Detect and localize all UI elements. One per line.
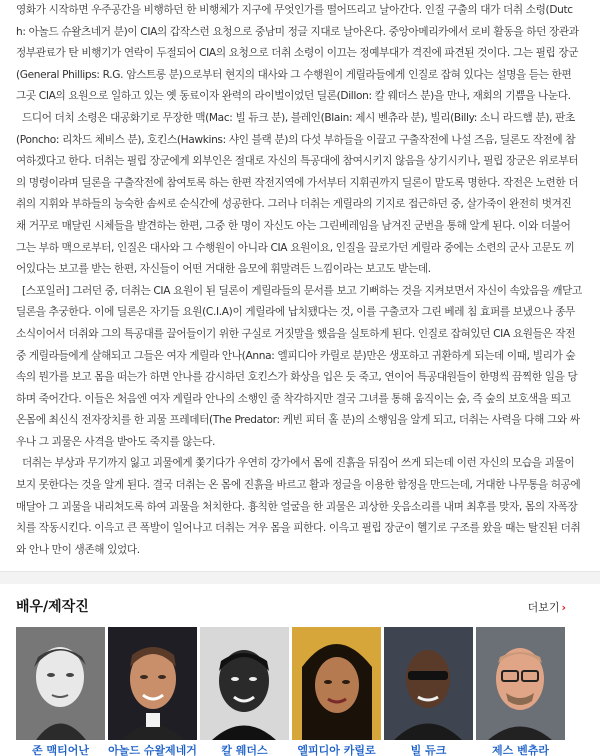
person-name[interactable]: 칼 웨더스 <box>221 744 268 756</box>
more-link-label: 더보기 <box>527 601 560 614</box>
cast-item[interactable] <box>108 627 197 756</box>
section-divider <box>0 571 600 584</box>
cast-item[interactable] <box>384 627 473 756</box>
person-name[interactable]: 빌 듀크 <box>410 744 447 756</box>
person-name[interactable]: 제스 벤츄라 <box>492 744 549 756</box>
person-name[interactable]: 존 맥티어난 <box>32 744 89 756</box>
synopsis-paragraph: 영화가 시작하면 우주공간을 비행하던 한 비행체가 지구에 무엇인가를 떨어뜨리고 날아간다. 인질 구출의 대가 더취 소령(Dutch: 아놀드 슈왈츠네거 분)이 CIA의 갑작스런 요청으로 중남미 정글 지대로 날아온다. 중앙아메리카에서 로비 활동을 하던 장관과 정부관료가 탄 비행기가 연락이 두절되어 CIA의 요청으로 더취 소령이 이끄는 정예부대가 격진에 파견된 것이다. 그는 필립 장군(General Phillips: R.G. 암스트롱 분)으로부터 현지의 대사와 그 수행원이 게릴라들에게 인질로 잡혀 있다는 설명을 듣는 한편 그곳 CIA의 요원으로 일하고 있는 옛 동료이자 완력의 라이벌이었던 딜론(Dillon: 칼 웨더스 분)을 만나, 재회의 기쁨을 나눈다. <box>16 4 579 103</box>
person-photo[interactable] <box>384 627 473 740</box>
person-photo[interactable] <box>108 627 197 740</box>
person-photo[interactable] <box>200 627 289 740</box>
cast-item[interactable] <box>16 627 105 756</box>
more-link[interactable] <box>528 599 566 615</box>
person-photo[interactable] <box>292 627 381 740</box>
person-photo[interactable] <box>476 627 565 740</box>
synopsis-text <box>16 0 582 561</box>
person-photo[interactable] <box>16 627 105 740</box>
synopsis-paragraph: 더취는 부상과 무기까지 잃고 괴물에게 쫓기다가 우연히 강가에서 몸에 진흙을 뒤집어 쓰게 되는데 이런 자신의 모습을 괴물이 보지 못한다는 것을 알게 된다. 결국 더취는 온 몸에 진흙을 바르고 활과 정글을 이용한 함정을 만드는데, 거대한 나무통을 허공에 매달아 그 괴물을 내리쳐도록 하여 괴물을 처치한다. 흉칙한 얼굴을 한 괴물은 괴상한 웃음소리를 내며 최후를 맞자, 몸의 자폭장치를 작동시킨다. 이윽고 큰 폭발이 일어나고 더취는 겨우 몸을 피한다. 이윽고 필립 장군이 헬기로 구조를 왔을 때는 탈진된 더취와 안나 만이 생존해 있었다. <box>16 457 581 556</box>
cast-list <box>16 627 600 756</box>
chevron-right-icon: › <box>561 601 566 614</box>
cast-item[interactable] <box>476 627 565 756</box>
cast-section-title: 배우/제작진 <box>16 599 89 615</box>
synopsis-paragraph: [스포일러] 그러던 중, 더취는 CIA 요원이 된 딜론이 게릴라들의 문서를 보고 기뻐하는 것을 지켜보면서 자신이 속았음을 깨닫고 딜론을 추궁한다. 이에 딜론은 자기들 요원(C.I.A)이 게릴라에 납치됐다는 것, 이를 구출코자 그린 베레 침 효퍼를 보냈으나 종무 소식이어서 더취와 그의 특공대를 끌어들이기 위한 구실로 거짓말을 했음을 실토하게 된다. 인질로 잡혀있던 CIA 요원들은 작전 중 게릴라들에게 살해되고 그들은 여자 게릴라 안나(Anna: 엘피디아 카릴로 분)만은 생포하고 귀환하게 되는데 이때, 빌리가 숲속의 뭔가를 보고 몸을 떠는가 하면 안나를 감시하던 호킨스가 화상을 입은 듯 죽고, 연이어 특공대원들이 한명씩 끔찍한 일을 당하며 죽어간다. 이들은 처음엔 여자 게릴라 안나의 소행인 줄 착각하지만 결국 그녀를 통해 움직이는 숲, 즉 숲의 보호색을 띄고 온몸에 최신식 전자장치를 한 괴물 프레데터(The Predator: 케빈 피터 홀 분)의 소행임을 알게 되고, 더취는 사력을 다해 그와 싸우나 그 괴물은 사격을 받아도 죽지를 않는다. <box>16 284 582 448</box>
person-name[interactable]: 엘피디아 카릴로 <box>297 744 376 756</box>
cast-item[interactable] <box>292 627 381 756</box>
cast-section-header <box>16 596 566 618</box>
cast-item[interactable] <box>200 627 289 756</box>
synopsis-paragraph: 드디어 더치 소령은 대공화기로 무장한 맥(Mac: 빌 듀크 분), 블레인(Blain: 제시 벤츄라 분), 빌리(Billy: 소니 라드햄 분), 판초(Poncho: 리차드 체비스 분), 호킨스(Hawkins: 샤인 블랙 분)의 다섯 부하들을 이끌고 구출작전에 나설 즈음, 딜론도 작전에 참여하겠다고 한다. 더취는 필립 장군에게 외부인은 절대로 자신의 특공대에 참여시키지 않음을 상기시키나, 필립 장군은 위로부터의 명령이라며 딜론을 구출작전에 참여토록 하는 한편 작전지역에 가서부터 지휘권까지 딜론이 맡도록 명한다. 작전은 노련한 더취의 지휘와 부하들의 능숙한 솜씨로 순식간에 성공한다. 그러나 더취는 게릴라의 기지로 접근하던 중, 살가죽이 완전히 벗겨진 채 거꾸로 매달린 시체들을 발견하는 한편, 그중 한 명이 자신도 아는 그린베레임을 남겨진 군번을 통해 알게 된다. 이와 더불어 그는 부하 맥으로부터, 인질은 대사와 그 수행원이 아니라 CIA 요원이요, 인질을 끌로가던 게릴라 중에는 소련의 군사 고문도 끼어있다는 보고를 받는 한편, 자신들이 어떤 거대한 음모에 휘말려든 느낌이라는 보고도 받는데. <box>16 111 579 276</box>
person-name[interactable]: 아놀드 슈왈제네거 <box>108 744 197 756</box>
